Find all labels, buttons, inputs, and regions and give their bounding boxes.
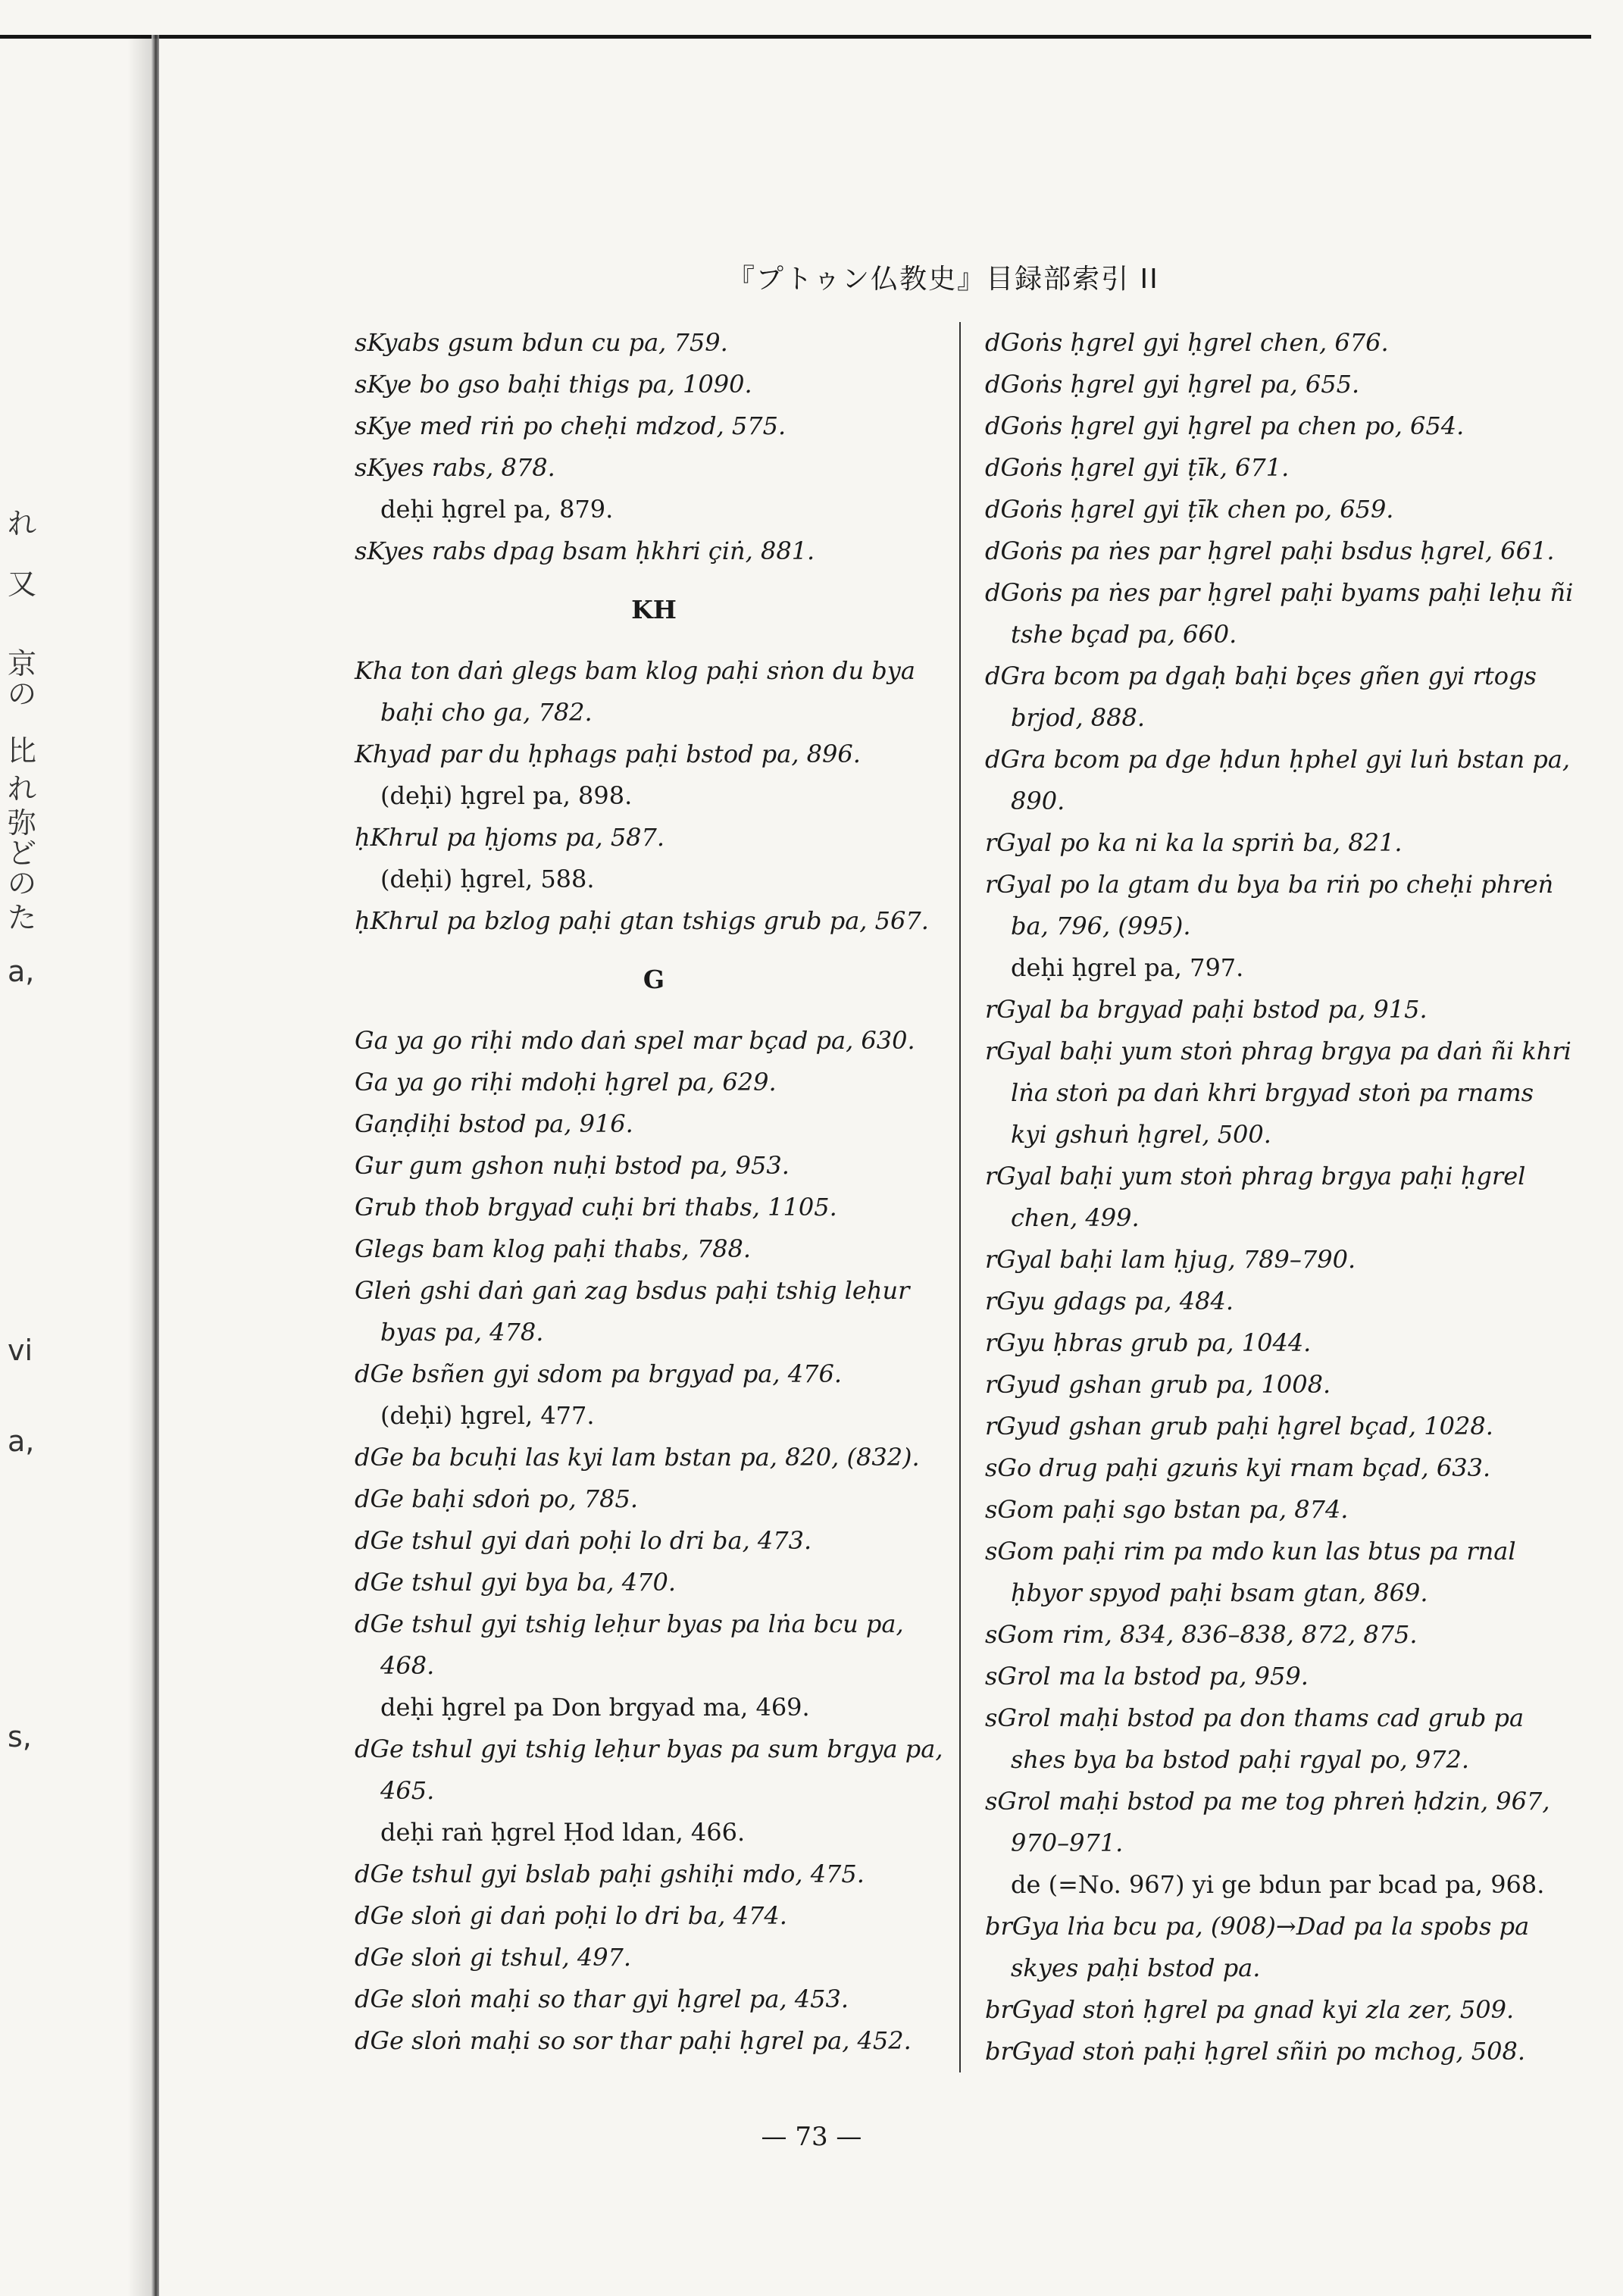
index-entry: rGyal po la gtam du bya ba riṅ po cheḥi phreṅ ba, 796, (995). — [985, 870, 1554, 940]
index-entry: sGom paḥi rim pa mdo kun las btus pa rnal ḥbyor spyod paḥi bsam gtan, 869. — [985, 1537, 1516, 1607]
index-column-right — [985, 322, 1576, 2072]
index-entry: dGe sloṅ gi daṅ poḥi lo dri ba, 474. — [355, 1901, 787, 1930]
index-entry: dGoṅs pa ṅes par ḥgrel paḥi byams paḥi leḥu ñi tshe bçad pa, 660. — [985, 578, 1574, 649]
prev-page-char: vi — [8, 1334, 33, 1367]
index-entry: Khyad par du ḥphags paḥi bstod pa, 896. — [355, 740, 861, 768]
top-rule — [0, 35, 1591, 39]
page-number: — 73 — — [761, 2122, 862, 2152]
index-subentry: (deḥi) ḥgrel, 588. — [380, 865, 595, 893]
index-entry: dGoṅs ḥgrel gyi ṭīk chen po, 659. — [985, 495, 1394, 524]
index-entry: rGyal baḥi yum stoṅ phrag brgya pa daṅ ñi khri lṅa stoṅ pa daṅ khri brgyad stoṅ pa rnams kyi gshuṅ ḥgrel, 500. — [985, 1037, 1571, 1149]
index-entry: sKye med riṅ po cheḥi mdzod, 575. — [355, 411, 786, 440]
index-entry: rGyal ba brgyad paḥi bstod pa, 915. — [985, 995, 1428, 1024]
index-entry: dGe tshul gyi tshig leḥur byas pa lṅa bcu pa, 468. — [355, 1609, 904, 1680]
index-entry: dGoṅs pa ṅes par ḥgrel paḥi bsdus ḥgrel, 661. — [985, 536, 1555, 565]
index-entry: dGoṅs ḥgrel gyi ṭīk, 671. — [985, 453, 1290, 482]
prev-page-char: 又 — [8, 568, 37, 601]
index-entry: sKyabs gsum bdun cu pa, 759. — [355, 328, 728, 357]
index-entry: dGoṅs ḥgrel gyi ḥgrel chen, 676. — [985, 328, 1389, 357]
index-entry: Gur gum gshon nuḥi bstod pa, 953. — [355, 1151, 790, 1180]
index-subentry: deḥi ḥgrel pa Don brgyad ma, 469. — [380, 1693, 810, 1722]
index-entry: dGe tshul gyi bya ba, 470. — [355, 1568, 676, 1597]
previous-page-fragment — [0, 0, 121, 2296]
prev-page-char: s, — [8, 1720, 32, 1753]
index-entry: Ga ya go riḥi mdoḥi ḥgrel pa, 629. — [355, 1068, 777, 1096]
index-entry: rGyud gshan grub paḥi ḥgrel bçad, 1028. — [985, 1412, 1493, 1440]
index-entry: dGe tshul gyi daṅ poḥi lo dri ba, 473. — [355, 1526, 812, 1555]
prev-page-char: a, — [8, 1425, 35, 1458]
binding-shadow — [127, 35, 152, 2296]
index-entry: dGoṅs ḥgrel gyi ḥgrel pa chen po, 654. — [985, 411, 1465, 440]
column-divider — [959, 322, 961, 2072]
book-binding — [152, 35, 159, 2296]
index-subentry: (deḥi) ḥgrel pa, 898. — [380, 781, 633, 810]
index-entry: dGra bcom pa dgaḥ baḥi bçes gñen gyi rtogs brjod, 888. — [985, 662, 1537, 732]
index-entry: sGrol maḥi bstod pa me tog phreṅ ḥdzin, 967, 970–971. — [985, 1787, 1550, 1857]
index-column-left — [355, 322, 953, 2062]
index-subentry: (deḥi) ḥgrel, 477. — [380, 1401, 595, 1430]
index-entry: dGe sloṅ maḥi so sor thar paḥi ḥgrel pa, 452. — [355, 2026, 912, 2055]
prev-page-char: a, — [8, 955, 35, 988]
prev-page-char: 京 — [8, 647, 37, 680]
index-entry: dGe sloṅ maḥi so thar gyi ḥgrel pa, 453. — [355, 1985, 849, 2013]
index-entry: dGe tshul gyi tshig leḥur byas pa sum brgya pa, 465. — [355, 1735, 943, 1805]
index-entry: sKyes rabs, 878. — [355, 453, 555, 482]
index-entry: sKyes rabs dpag bsam ḥkhri çiṅ, 881. — [355, 536, 815, 565]
index-entry: rGyal baḥi yum stoṅ phrag brgya paḥi ḥgrel chen, 499. — [985, 1162, 1526, 1232]
index-entry: ḥKhrul pa ḥjoms pa, 587. — [355, 823, 665, 852]
index-entry: rGyal baḥi lam ḥjug, 789–790. — [985, 1245, 1356, 1274]
index-entry: sKye bo gso baḥi thigs pa, 1090. — [355, 370, 752, 399]
index-entry: brGya lṅa bcu pa, (908)→Dad pa la spobs pa skyes paḥi bstod pa. — [985, 1912, 1530, 1982]
index-entry: dGoṅs ḥgrel gyi ḥgrel pa, 655. — [985, 370, 1360, 399]
index-entry: sGom paḥi sgo bstan pa, 874. — [985, 1495, 1349, 1524]
index-entry: rGyu ḥbras grub pa, 1044. — [985, 1328, 1312, 1357]
index-entry: sGrol ma la bstod pa, 959. — [985, 1662, 1309, 1691]
index-subentry: deḥi raṅ ḥgrel Ḥod ldan, 466. — [380, 1818, 746, 1847]
index-entry: Gleṅ gshi daṅ gaṅ zag bsdus paḥi tshig leḥur byas pa, 478. — [355, 1276, 910, 1347]
section-heading-g: G — [643, 965, 665, 994]
index-subentry: deḥi ḥgrel pa, 797. — [1011, 953, 1244, 982]
prev-page-char: ど — [8, 837, 37, 870]
index-entry: ḥKhrul pa bzlog paḥi gtan tshigs grub pa, 567. — [355, 906, 929, 935]
index-entry: Gaṇḍiḥi bstod pa, 916. — [355, 1109, 633, 1138]
index-entry: Grub thob brgyad cuḥi bri thabs, 1105. — [355, 1193, 837, 1222]
index-entry: dGe tshul gyi bslab paḥi gshiḥi mdo, 475. — [355, 1860, 865, 1888]
prev-page-char: た — [8, 901, 37, 934]
section-heading-kh: KH — [631, 595, 677, 624]
index-entry: rGyal po ka ni ka la spriṅ ba, 821. — [985, 828, 1403, 857]
prev-page-char: 比 — [8, 734, 37, 768]
prev-page-char: の — [8, 867, 37, 900]
prev-page-char: れ — [8, 507, 37, 540]
index-entry: Kha ton daṅ glegs bam klog paḥi sṅon du bya baḥi cho ga, 782. — [355, 656, 915, 727]
index-entry: sGom rim, 834, 836–838, 872, 875. — [985, 1620, 1418, 1649]
index-entry: dGe bsñen gyi sdom pa brgyad pa, 476. — [355, 1359, 843, 1388]
index-entry: dGe ba bcuḥi las kyi lam bstan pa, 820, (832). — [355, 1443, 920, 1472]
index-entry: brGyad stoṅ ḥgrel pa gnad kyi zla zer, 509. — [985, 1995, 1515, 2024]
index-entry: dGra bcom pa dge ḥdun ḥphel gyi luṅ bstan pa, 890. — [985, 745, 1571, 815]
index-entry: dGe baḥi sdoṅ po, 785. — [355, 1484, 639, 1513]
index-entry: Glegs bam klog paḥi thabs, 788. — [355, 1234, 752, 1263]
prev-page-char: れ — [8, 772, 37, 805]
index-entry: rGyu gdags pa, 484. — [985, 1287, 1234, 1315]
index-entry: sGrol maḥi bstod pa don thams cad grub pa shes bya ba bstod paḥi rgyal po, 972. — [985, 1703, 1524, 1774]
prev-page-char: 弥 — [8, 806, 37, 840]
index-entry: brGyad stoṅ paḥi ḥgrel sñiṅ po mchog, 508. — [985, 2037, 1525, 2066]
index-entry: sGo drug paḥi gzuṅs kyi rnam bçad, 633. — [985, 1453, 1491, 1482]
prev-page-char: の — [8, 677, 37, 711]
index-entry: Ga ya go riḥi mdo daṅ spel mar bçad pa, 630. — [355, 1026, 915, 1055]
index-subentry: de (=No. 967) yi ge bdun par bcad pa, 968. — [1011, 1870, 1545, 1899]
index-entry: dGe sloṅ gi tshul, 497. — [355, 1943, 632, 1972]
index-entry: rGyud gshan grub pa, 1008. — [985, 1370, 1331, 1399]
running-header: 『プトゥン仏教史』目録部索引 II — [727, 264, 1159, 295]
index-subentry: deḥi ḥgrel pa, 879. — [380, 495, 614, 524]
